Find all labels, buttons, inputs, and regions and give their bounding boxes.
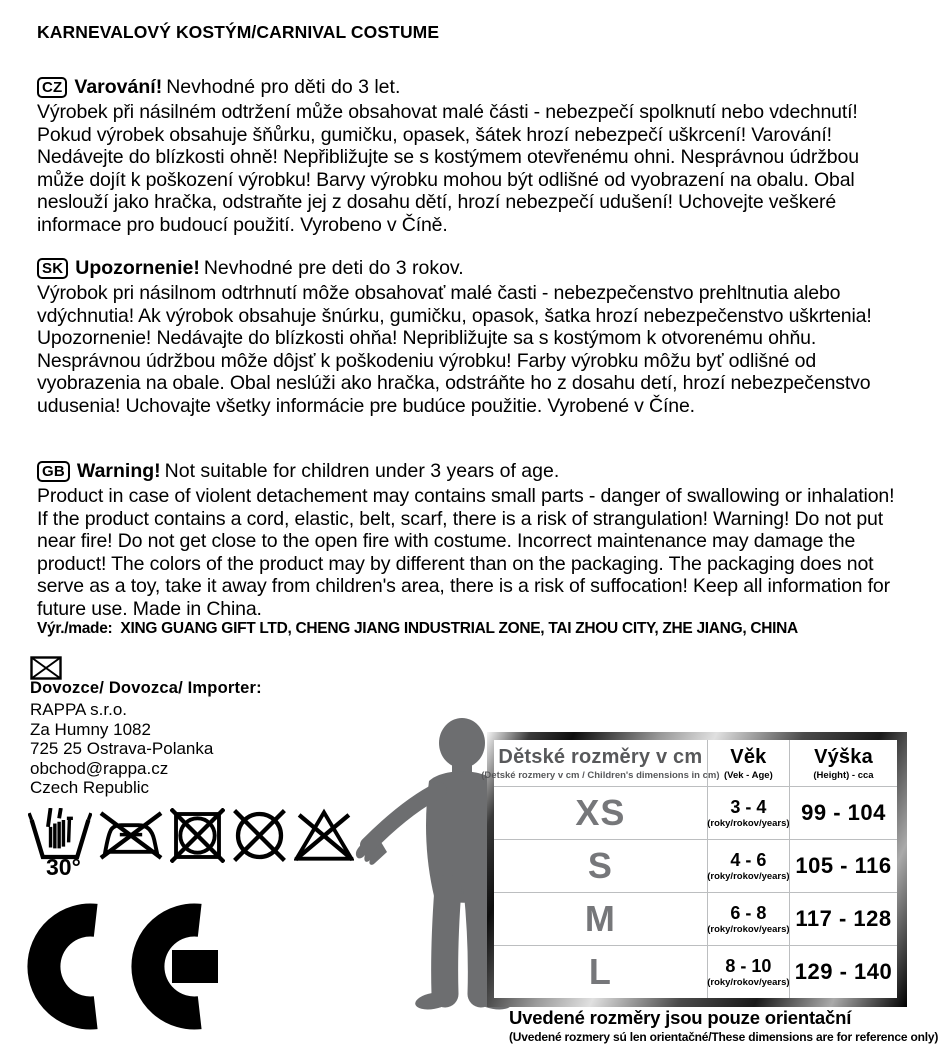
sk-warning-lead (37, 257, 464, 280)
size-note (509, 1007, 938, 1044)
size-table (481, 740, 897, 998)
cz-warning-lead (37, 76, 400, 99)
gb-lead-text: Not suitable for children under 3 years of age. (164, 460, 560, 482)
gb-warning-lead (37, 460, 559, 483)
height-subheader: (Height) - cca (813, 769, 874, 781)
size-row-xs (494, 786, 897, 839)
dimensions-subheader: (Detské rozmery v cm / Children's dimensions in cm) (481, 769, 720, 781)
importer-heading: Dovozce/ Dovozca/ Importer: (30, 679, 262, 697)
size-label: L (588, 951, 612, 992)
ce-mark (27, 903, 227, 1030)
age-unit: (roky/rokov/years) (707, 818, 790, 829)
dimensions-header: Dětské rozměry v cm (498, 745, 703, 768)
age-value: 3 - 4 (730, 797, 767, 817)
gb-alert-word: Warning! (76, 460, 161, 482)
height-header: Výška (814, 745, 873, 768)
size-row-m (494, 892, 897, 945)
manufacturer-label: Výr./made: (37, 620, 113, 637)
manufacturer-value: XING GUANG GIFT LTD, CHENG JIANG INDUSTRIAL ZONE, TAI ZHOU CITY, ZHE JIANG, CHINA (120, 620, 798, 637)
importer-city: 725 25 Ostrava-Polanka (30, 739, 214, 758)
size-row-s (494, 839, 897, 892)
importer-address (30, 700, 213, 798)
size-label: S (587, 845, 613, 886)
do-not-iron-icon (99, 808, 163, 863)
size-table-header (481, 740, 897, 786)
height-value: 99 - 104 (789, 787, 897, 839)
importer-company: RAPPA s.r.o. (30, 700, 128, 719)
sk-warning-paragraph: Výrobok pri násilnom odtrhnutí môže obsahovať malé časti - nebezpečenstvo prehltnutia alebo vdýchnutia! Ak výrobok obsahuje šnúrku, gumičku, opasok, šatka hrozí nebezpečenstvo uškrtenia! Upozornenie! Nedávajte do blízkosti ohňa! Nepribližujte sa s kostýmom k otvorenému ohňu. Nesprávnou údržbou môže dôjsť k poškodeniu výrobku! Farby výrobku môžu byť odlišné od vyobrazenia na obale. Obal neslúži ako hračka, odstráňte ho z dosahu detí, hrozí nebezpečenstvo udusenia! Uchovajte všetky informácie pre budúce použitie. Vyrobené v Číne. (37, 282, 872, 417)
height-value: 129 - 140 (789, 946, 897, 998)
cz-language-badge: CZ (37, 77, 67, 98)
do-not-tumble-dry-icon (170, 808, 225, 863)
gb-warning-paragraph: Product in case of violent detachement may contains small parts - danger of swallowing or inhalation! If the product contains a cord, elastic, belt, scarf, there is a risk of strangulation! Warning! Do not put near fire! Do not get close to the open fire with costume. Incorrect maintenance may damage the product! The colors of the product may by different than on the packaging. The packaging does not serve as a toy, take it away from children's area, there is a risk of suffocation! Keep all information for future use. Made in China. (37, 485, 895, 620)
cz-warning-paragraph: Výrobek při násilném odtržení může obsahovat malé části - nebezpečí spolknutí nebo vdechnutí! Pokud výrobek obsahuje šňůrku, gumičku, opasek, šátek hrozí nebezpečí uškrcení! Varování! Nedávejte do blízkosti ohně! Nepřibližujte se s kostýmem otevřenému ohni. Nesprávnou údržbou může dojít k poškození výrobku! Barvy výrobku mohou být odlišné od vyobrazení na obalu. Obal neslouží jako hračka, odstraňte jej z dosahu dětí, hrozí nebezpečí udušení! Uchovejte veškeré informace pro budoucí použití. Vyrobeno v Číně. (37, 101, 859, 236)
size-table-frame (481, 732, 907, 1007)
age-unit: (roky/rokov/years) (707, 871, 790, 882)
size-label: XS (575, 792, 626, 833)
age-value: 6 - 8 (730, 903, 767, 923)
wash-temperature-label: 30° (46, 854, 81, 880)
do-not-dry-clean-icon (232, 808, 287, 863)
gb-language-badge: GB (37, 461, 70, 482)
height-value: 117 - 128 (789, 893, 897, 945)
importer-email: obchod@rappa.cz (30, 758, 169, 778)
height-value: 105 - 116 (789, 840, 897, 892)
size-note-title: Uvedené rozměry jsou pouze orientační (509, 1007, 852, 1028)
importer-country: Czech Republic (30, 778, 150, 797)
size-label: M (584, 898, 616, 939)
age-unit: (roky/rokov/years) (707, 977, 790, 988)
age-value: 4 - 6 (730, 850, 767, 870)
size-note-subtitle: (Uvedené rozmery sú len orientačné/These dimensions are for reference only) (509, 1030, 939, 1044)
envelope-icon (30, 656, 62, 681)
sk-language-badge: SK (37, 258, 68, 279)
cz-alert-word: Varování! (74, 76, 163, 98)
cz-lead-text: Nevhodné pro děti do 3 let. (166, 76, 401, 98)
do-not-bleach-icon (294, 808, 354, 863)
age-unit: (roky/rokov/years) (707, 924, 790, 935)
importer-street: Za Humny 1082 (30, 719, 151, 739)
size-row-l (494, 945, 897, 998)
age-subheader: (Vek - Age) (724, 769, 773, 781)
age-value: 8 - 10 (725, 956, 772, 976)
page-title: KARNEVALOVÝ KOSTÝM/CARNIVAL COSTUME (37, 22, 440, 42)
sk-lead-text: Nevhodné pre deti do 3 rokov. (203, 257, 464, 279)
sk-alert-word: Upozornenie! (75, 257, 200, 279)
age-header: Věk (730, 745, 767, 768)
manufacturer-line (37, 620, 798, 638)
